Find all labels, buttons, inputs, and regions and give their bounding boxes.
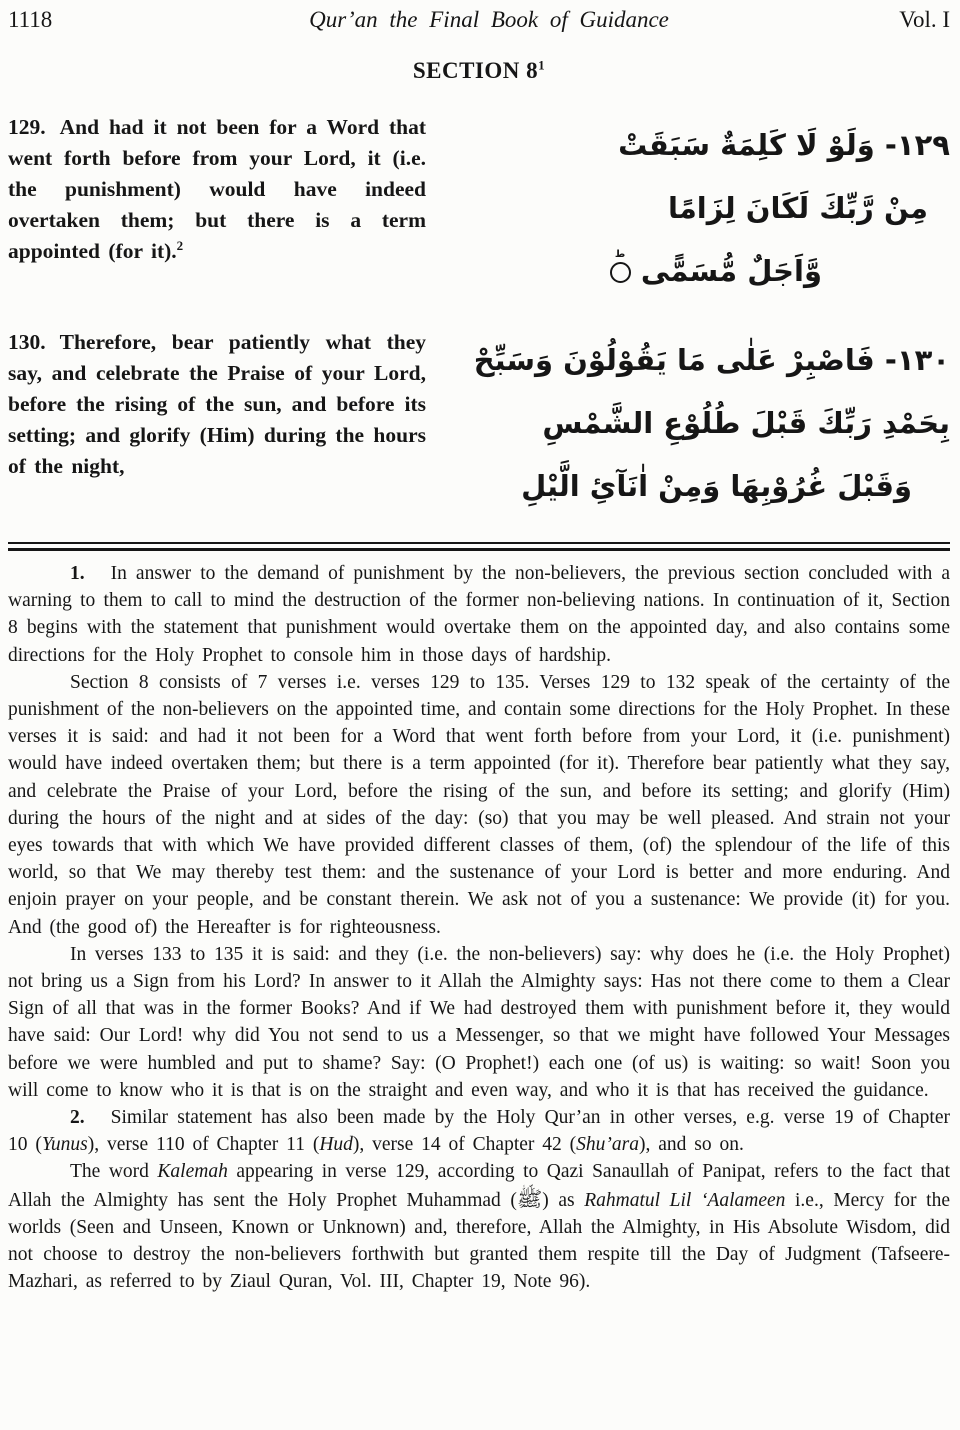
verse-130-text: Therefore, bear patiently what they say, and celebrate the Praise of your Lord, before the rising of the sun, and before its setting; and glorify (Him) during the hours of the night, <box>8 330 426 478</box>
section-title: SECTION 8 <box>412 58 539 83</box>
running-head <box>8 6 950 34</box>
arabic-line: بِحَمْدِ رَبِّكَ قَبْلَ طُلُوْعِ الشَّمْسِ <box>542 406 950 440</box>
verse-129-arabic <box>480 112 950 303</box>
footnote-paragraph: Section 8 consists of 7 verses i.e. verses 129 to 135. Verses 129 to 132 speak of the certainty of the punishment of the non-believers on the appointed time, and contain some directions for the Holy Prophet. In these verses it is said: and had it not been for a Word that went forth before from your Lord, it (i.e. punishment) would have indeed overtaken them; but there is a term appointed (for it). Therefore bear patiently what they say, and celebrate the Praise of your Lord, before the rising of the sun, and before its setting; and glorify (Him) during the hours of the night and at sides of the day: (so) that you may be well pleased. And strain not your eyes towards that with which We have provided different classes of them, (of) the splendour of the life of this world, so that We may thereby test them: and the sustenance of your Lord is better and more enduring. And enjoin prayer on your people, and be constant therein. We ask not of you a sustenance: We provide (it) for you. And (the good of) the Hereafter is for righteousness. <box>8 671 950 938</box>
verse-130-number: 130. <box>8 330 46 354</box>
arabic-line: ١٢٩- وَلَوْ لَا كَلِمَةٌ سَبَقَتْ <box>618 128 950 162</box>
volume-label: Vol. I <box>899 7 950 32</box>
arabic-line: وَقَبْلَ غُرُوْبِهَا وَمِنْ اٰنَآئِ الَّيْلِ <box>521 469 912 503</box>
footnote-number: 1. <box>70 563 85 584</box>
footnote-paragraph: 2. Similar statement has also been made by the Holy Qur’an in other verses, e.g. verse 19 of Chapter 10 (Yunus), verse 110 of Chapter 11 (Hud), verse 14 of Chapter 42 (Shu’ara), and so on. <box>8 1107 950 1156</box>
verse-129-number: 129. <box>8 115 46 139</box>
footnote-paragraph: The word Kalemah appearing in verse 129, according to Qazi Sanaullah of Panipat, refers to the fact that Allah the Almighty has sent the Holy Prophet Muhammad (ﷺ) as Rahmatul Lil ‘Aalameen i.e., Mercy for the worlds (Seen and Unseen, Known or Unknown) and, therefore, Allah the Almighty, in His Absolute Wisdom, did not choose to destroy the non-believers forthwith but granted them respite till the Day of Judgment (Tafseere-Mazhari, as referred to by Ziaul Quran, Vol. III, Chapter 19, Note 96). <box>8 1161 950 1293</box>
end-of-ayah-icon <box>610 262 631 283</box>
book-title: Qur’an the Final Book of Guidance <box>309 7 669 32</box>
pbuh-ligature-icon: ﷺ <box>516 1186 543 1211</box>
verse-row-129 <box>8 112 950 303</box>
verse-129-footnote-ref: 2 <box>176 237 184 253</box>
verse-129-text: And had it not been for a Word that went forth before from your Lord, it (i.e. the punishment) would have indeed overtaken them; but there is a term appointed (for it). <box>8 115 426 263</box>
section-heading <box>8 58 950 84</box>
page-number: 1118 <box>8 7 53 32</box>
footnote-paragraph: In verses 133 to 135 it is said: and they (i.e. the non-believers) say: why does he (i.e. the Holy Prophet) not bring us a Sign from his Lord? In answer to it Allah the Almighty says: Has not there come to them a Clear Sign of all that was in the former Books? And if We had destroyed them with punishment before it, they would have said: Our Lord! why did You not send to us a Messenger, so that we might have followed Your Messages before we were humbled and put to shame? Say: (O Prophet!) each one (of us) is waiting: so wait! Soon you will come to know who it is that is on the straight and even way, and who it is that has received the guidance. <box>8 943 950 1101</box>
verse-129-english <box>8 112 426 303</box>
footnote-separator-rule <box>8 542 950 551</box>
arabic-line: مِنْ رَّبِّكَ لَكَانَ لِزَامًا <box>667 191 928 225</box>
footnote-paragraph: 1. In answer to the demand of punishment by the non-believers, the previous section concluded with a warning to them to call to mind the destruction of the former non-believing nations. In continuation of it, Section 8 begins with the statement that punishment would overtake them on the appointed day, and also contains some directions for the Holy Prophet to console him in those days of hardship. <box>8 563 950 666</box>
arabic-line <box>480 240 950 303</box>
arabic-line-text: وَّاَجَلٌ مُّسَمًّى <box>640 254 822 288</box>
arabic-line: ١٣٠- فَاصْبِرْ عَلٰى مَا يَقُوْلُوْنَ وَسَبِّحْ <box>473 343 950 377</box>
verse-130-arabic <box>473 327 950 518</box>
verse-row-130 <box>8 327 950 518</box>
footnote-number: 2. <box>70 1107 85 1129</box>
section-footnote-ref: 1 <box>538 57 546 73</box>
footnotes <box>8 560 950 1295</box>
verse-130-english <box>8 327 426 518</box>
